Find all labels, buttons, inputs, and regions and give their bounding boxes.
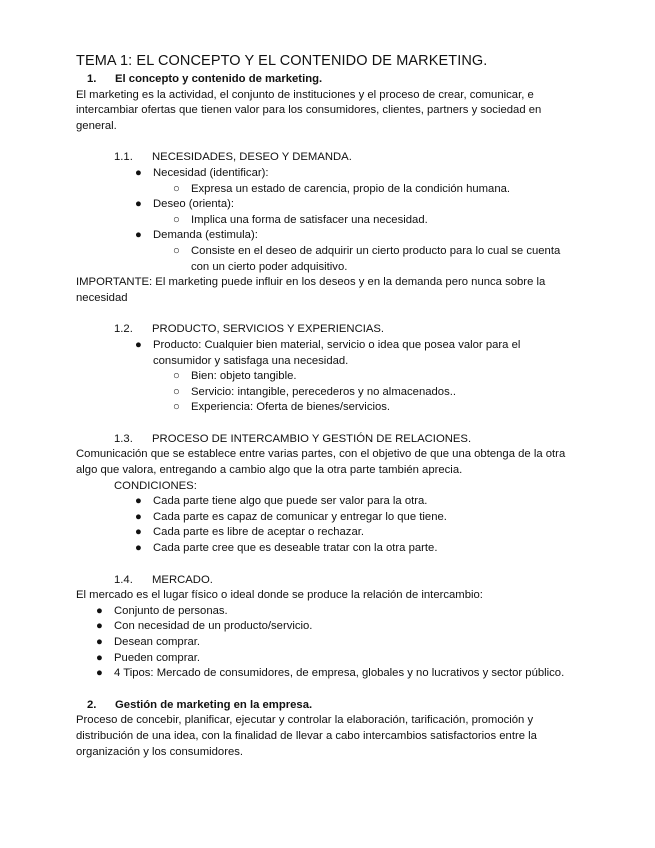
section-1-4-number: 1.4. (114, 573, 133, 586)
list-item: ● Demanda (estimula): (76, 228, 576, 244)
section-1-title: El concepto y contenido de marketing. (115, 73, 323, 85)
document-page (76, 52, 576, 760)
list-item: ○ Implica una forma de satisfacer una necesidad. (76, 213, 576, 229)
list-item: ● Cada parte es libre de aceptar o rechazar. (76, 525, 576, 541)
section-1-1-title: NECESIDADES, DESEO Y DEMANDA. (152, 151, 352, 164)
section-1-1-number: 1.1. (114, 151, 133, 164)
page-title: TEMA 1: EL CONCEPTO Y EL CONTENIDO DE MARKETING. (76, 53, 488, 69)
list-item: ○ Expresa un estado de carencia, propio de la condición humana. (76, 182, 576, 198)
list-item: ○ Experiencia: Oferta de bienes/servicios. (76, 400, 576, 416)
circle-bullet-icon: ○ (173, 244, 180, 257)
list-item: ● Cada parte tiene algo que puede ser valor para la otra. (76, 494, 576, 510)
market-list (76, 604, 576, 682)
exchange-text: Comunicación que se establece entre varias partes, con el objetivo de que una obtenga de la otra algo que valora, entregando a cambio algo que la otra parte también aprecia. (76, 448, 566, 477)
conditions-label: CONDICIONES: (114, 479, 197, 492)
bullet-icon: ● (96, 636, 103, 648)
circle-bullet-icon: ○ (173, 370, 180, 383)
circle-bullet-icon: ○ (173, 213, 180, 226)
bullet-icon: ● (135, 495, 142, 508)
list-item: ● Pueden comprar. (76, 651, 576, 667)
list-item: ● Producto: Cualquier bien material, servicio o idea que posea valor para el consumidor y satisfaga una necesidad. (135, 338, 521, 367)
important-note: IMPORTANTE: El marketing puede influir en los deseos y en la demanda pero nunca sobre la necesidad (76, 276, 546, 304)
market-text: El mercado es el lugar físico o ideal donde se produce la relación de intercambio: (76, 589, 483, 602)
section-1-3-title: PROCESO DE INTERCAMBIO Y GESTIÓN DE RELACIONES. (152, 432, 472, 445)
list-item: ● Con necesidad de un producto/servicio. (76, 619, 576, 635)
list-item: ○ Consiste en el deseo de adquirir un cierto producto para lo cual se cuenta con un cierto poder adquisitivo. (173, 244, 561, 273)
list-item: ● Necesidad (identificar): (76, 166, 576, 182)
section-1-2-heading (76, 322, 576, 338)
list-item: ○ Servicio: intangible, perecederos y no almacenados.. (76, 385, 576, 401)
section-1-2-title: PRODUCTO, SERVICIOS Y EXPERIENCIAS. (152, 323, 385, 336)
section-1-2-number: 1.2. (114, 323, 133, 336)
bullet-icon: ● (135, 510, 142, 523)
section-2-title: Gestión de marketing en la empresa. (115, 698, 313, 711)
bullet-icon: ● (135, 198, 142, 211)
bullet-icon: ● (135, 526, 142, 539)
conditions-list (76, 494, 576, 556)
bullet-icon: ● (135, 338, 142, 351)
section-1-4-title: MERCADO. (152, 573, 213, 586)
section-1-number: 1. (87, 73, 97, 85)
section-1-3-number: 1.3. (114, 432, 133, 445)
bullet-icon: ● (135, 166, 142, 179)
product-list (76, 338, 576, 416)
bullet-icon: ● (96, 620, 103, 633)
list-item: ● 4 Tipos: Mercado de consumidores, de empresa, globales y no lucrativos y sector público. (76, 666, 576, 682)
circle-bullet-icon: ○ (173, 182, 180, 195)
circle-bullet-icon: ○ (173, 385, 180, 398)
section-2-text: Proceso de concebir, planificar, ejecutar y controlar la elaboración, tarificación, promoción y distribución de una idea, con la finalidad de llevar a cabo intercambios satisfactorios entre la organización y los consumidores. (76, 714, 537, 758)
section-2-number: 2. (87, 698, 97, 711)
section-1-intro: El marketing es la actividad, el conjunto de instituciones y el proceso de crear, comunicar, e intercambiar ofertas que tienen valor para los consumidores, clientes, partners y sociedad en general. (76, 88, 542, 132)
circle-bullet-icon: ○ (173, 401, 180, 414)
list-item: ● Cada parte cree que es deseable tratar con la otra parte. (76, 541, 576, 557)
list-item: ● Cada parte es capaz de comunicar y entregar lo que tiene. (76, 510, 576, 526)
bullet-icon: ● (96, 604, 103, 617)
bullet-icon: ● (135, 542, 142, 555)
list-item: ○ Bien: objeto tangible. (76, 369, 576, 385)
bullet-icon: ● (96, 651, 103, 664)
list-item: ● Deseo (orienta): (76, 197, 576, 213)
list-item: ● Conjunto de personas. (76, 604, 576, 620)
section-2-heading (76, 698, 576, 714)
list-item: ● Desean comprar. (76, 635, 576, 651)
needs-list (76, 166, 576, 275)
section-1-4-heading (76, 573, 576, 589)
section-1-heading (76, 72, 576, 88)
section-1-3-heading (76, 432, 576, 448)
bullet-icon: ● (135, 229, 142, 242)
section-1-1-heading (76, 150, 576, 166)
bullet-icon: ● (96, 667, 103, 680)
